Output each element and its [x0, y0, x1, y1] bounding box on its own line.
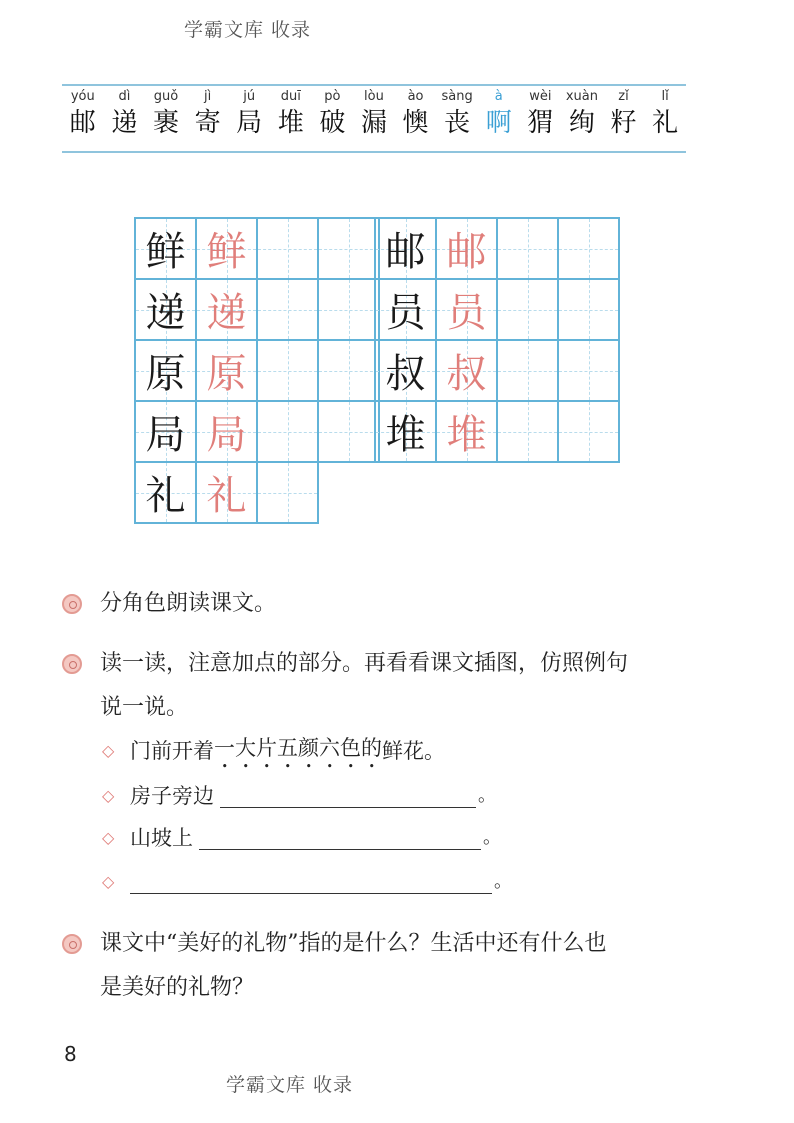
vocab-item	[187, 88, 229, 140]
vocab-character: 堆	[277, 108, 304, 138]
vocab-pinyin: pò	[324, 89, 341, 104]
grid-cell[interactable]	[498, 280, 559, 341]
vocab-pinyin: zǐ	[618, 89, 629, 104]
answer-blank-2[interactable]	[199, 827, 481, 850]
grid-cell[interactable]	[559, 280, 620, 341]
vocab-pinyin: yóu	[70, 89, 95, 104]
grid-cell	[376, 280, 437, 341]
diamond-bullet-icon: ◇	[102, 741, 115, 760]
grid-cell	[437, 280, 498, 341]
exercise-bullet-icon	[62, 934, 82, 954]
grid-cell	[197, 219, 258, 280]
vocab-item	[520, 88, 562, 140]
fill-in-prefix-1: 房子旁边	[130, 784, 214, 808]
vocab-character: 丧	[444, 108, 471, 138]
vocab-item	[270, 88, 312, 140]
grid-cell	[136, 280, 197, 341]
grid-row	[376, 341, 620, 402]
vocab-item	[228, 88, 270, 140]
answer-blank-3[interactable]	[130, 871, 492, 894]
vocab-bottom-line	[62, 151, 686, 153]
trace-character: 鲜	[206, 229, 247, 275]
grid-cell	[437, 402, 498, 463]
trace-character: 递	[206, 290, 247, 336]
vocab-pinyin: wèi	[529, 89, 552, 104]
grid-cell[interactable]	[258, 402, 319, 463]
exercise-3-text	[100, 922, 700, 1010]
grid-cell	[197, 341, 258, 402]
vocab-item	[353, 88, 395, 140]
trace-character: 员	[446, 290, 487, 336]
vocab-pinyin: à	[494, 89, 503, 104]
grid-cell	[437, 219, 498, 280]
vocab-pinyin: sàng	[441, 89, 473, 104]
vocab-item	[478, 88, 520, 140]
grid-row	[136, 463, 380, 524]
vocab-item	[145, 88, 187, 140]
trace-character: 堆	[446, 412, 487, 458]
grid-cell[interactable]	[258, 280, 319, 341]
grid-row	[136, 402, 380, 463]
vocab-pinyin: dì	[118, 89, 131, 104]
watermark-top: 学霸文库 收录	[184, 19, 312, 41]
exercise-2-line-2: 说一说。	[100, 695, 189, 720]
exercise-2-text	[100, 642, 700, 730]
grid-cell	[136, 219, 197, 280]
exercise-3-line-1: 课文中“美好的礼物”指的是什么？生活中还有什么也	[100, 931, 607, 956]
vocab-pinyin: lòu	[364, 89, 384, 104]
period: 。	[483, 827, 501, 848]
vocab-pinyin: duī	[280, 89, 301, 104]
vocab-item	[436, 88, 478, 140]
vocab-item	[644, 88, 686, 140]
vocab-character: 啊	[485, 108, 512, 138]
grid-cell	[136, 402, 197, 463]
vocab-item	[395, 88, 437, 140]
writing-grid-left	[134, 217, 380, 524]
fill-in-sentence-3	[102, 864, 512, 900]
vocab-top-line	[62, 84, 686, 86]
vocab-character: 绚	[568, 108, 595, 138]
exercise-3-line-2: 是美好的礼物？	[100, 975, 255, 1000]
vocab-item	[561, 88, 603, 140]
exercise-bullet-icon	[62, 654, 82, 674]
fill-in-sentence-2	[102, 820, 501, 856]
grid-cell[interactable]	[319, 341, 380, 402]
grid-cell[interactable]	[498, 219, 559, 280]
watermark-bottom: 学霸文库 收录	[226, 1074, 354, 1096]
vocab-item	[603, 88, 645, 140]
grid-cell	[376, 341, 437, 402]
grid-cell[interactable]	[258, 219, 319, 280]
grid-cell	[136, 463, 197, 524]
vocab-pinyin: ào	[407, 89, 424, 104]
vocab-pinyin: jú	[243, 89, 256, 104]
vocab-character: 递	[111, 108, 138, 138]
grid-row	[376, 402, 620, 463]
vocab-item	[62, 88, 104, 140]
trace-character: 局	[206, 412, 247, 458]
vocab-pinyin: xuàn	[565, 89, 598, 104]
model-character: 邮	[385, 229, 426, 275]
grid-cell[interactable]	[498, 402, 559, 463]
grid-row	[136, 341, 380, 402]
grid-cell	[197, 402, 258, 463]
grid-cell[interactable]	[258, 463, 319, 524]
grid-row	[376, 219, 620, 280]
vocab-pinyin: jì	[203, 89, 212, 104]
example-sentence	[102, 733, 445, 769]
grid-row	[136, 219, 380, 280]
trace-character: 礼	[206, 473, 247, 519]
model-character: 鲜	[145, 229, 186, 275]
exercise-bullet-icon	[62, 594, 82, 614]
model-character: 员	[385, 290, 426, 336]
vocab-character: 猬	[527, 108, 554, 138]
diamond-bullet-icon: ◇	[102, 872, 115, 891]
trace-character: 邮	[446, 229, 487, 275]
model-character: 堆	[385, 412, 426, 458]
vocab-pinyin: guǒ	[153, 89, 179, 104]
period: 。	[478, 785, 496, 806]
grid-cell[interactable]	[319, 402, 380, 463]
grid-cell[interactable]	[498, 341, 559, 402]
grid-cell[interactable]	[559, 219, 620, 280]
example-dotted-part: 一大片五颜六色的	[214, 735, 382, 760]
fill-in-prefix-2: 山坡上	[130, 826, 193, 850]
vocab-character: 破	[319, 108, 346, 138]
vocab-character: 裹	[152, 108, 179, 138]
example-suffix: 鲜花。	[382, 739, 445, 763]
grid-cell	[376, 402, 437, 463]
grid-row	[376, 280, 620, 341]
writing-grid-right	[374, 217, 620, 463]
vocab-item	[104, 88, 146, 140]
vocab-character: 籽	[610, 108, 637, 138]
model-character: 礼	[145, 473, 186, 519]
grid-cell	[197, 463, 258, 524]
exercise-2-line-1: 读一读，注意加点的部分。再看看课文插图，仿照例句	[100, 651, 629, 676]
diamond-bullet-icon: ◇	[102, 786, 115, 805]
grid-cell[interactable]	[319, 219, 380, 280]
model-character: 原	[145, 351, 186, 397]
example-prefix: 门前开着	[130, 739, 214, 763]
grid-row	[136, 280, 380, 341]
grid-cell	[197, 280, 258, 341]
exercise-1-text: 分角色朗读课文。	[100, 591, 277, 616]
vocab-character: 懊	[402, 108, 429, 138]
vocab-character: 漏	[360, 108, 387, 138]
grid-cell[interactable]	[559, 341, 620, 402]
grid-cell	[136, 341, 197, 402]
vocab-character: 邮	[69, 108, 96, 138]
vocab-item	[312, 88, 354, 140]
model-character: 叔	[385, 351, 426, 397]
trace-character: 叔	[446, 351, 487, 397]
diamond-bullet-icon: ◇	[102, 828, 115, 847]
vocab-pinyin: lǐ	[661, 89, 669, 104]
grid-cell	[437, 341, 498, 402]
vocabulary-strip	[62, 88, 686, 140]
model-character: 局	[145, 412, 186, 458]
grid-cell[interactable]	[319, 280, 380, 341]
period: 。	[494, 871, 512, 892]
page-number: 8	[64, 1042, 77, 1066]
vocab-character: 寄	[194, 108, 221, 138]
fill-in-sentence-1	[102, 778, 496, 814]
answer-blank-1[interactable]	[220, 785, 476, 808]
model-character: 递	[145, 290, 186, 336]
vocab-character: 局	[236, 108, 263, 138]
vocab-character: 礼	[652, 108, 679, 138]
grid-cell[interactable]	[258, 341, 319, 402]
trace-character: 原	[206, 351, 247, 397]
grid-cell[interactable]	[559, 402, 620, 463]
grid-cell	[376, 219, 437, 280]
